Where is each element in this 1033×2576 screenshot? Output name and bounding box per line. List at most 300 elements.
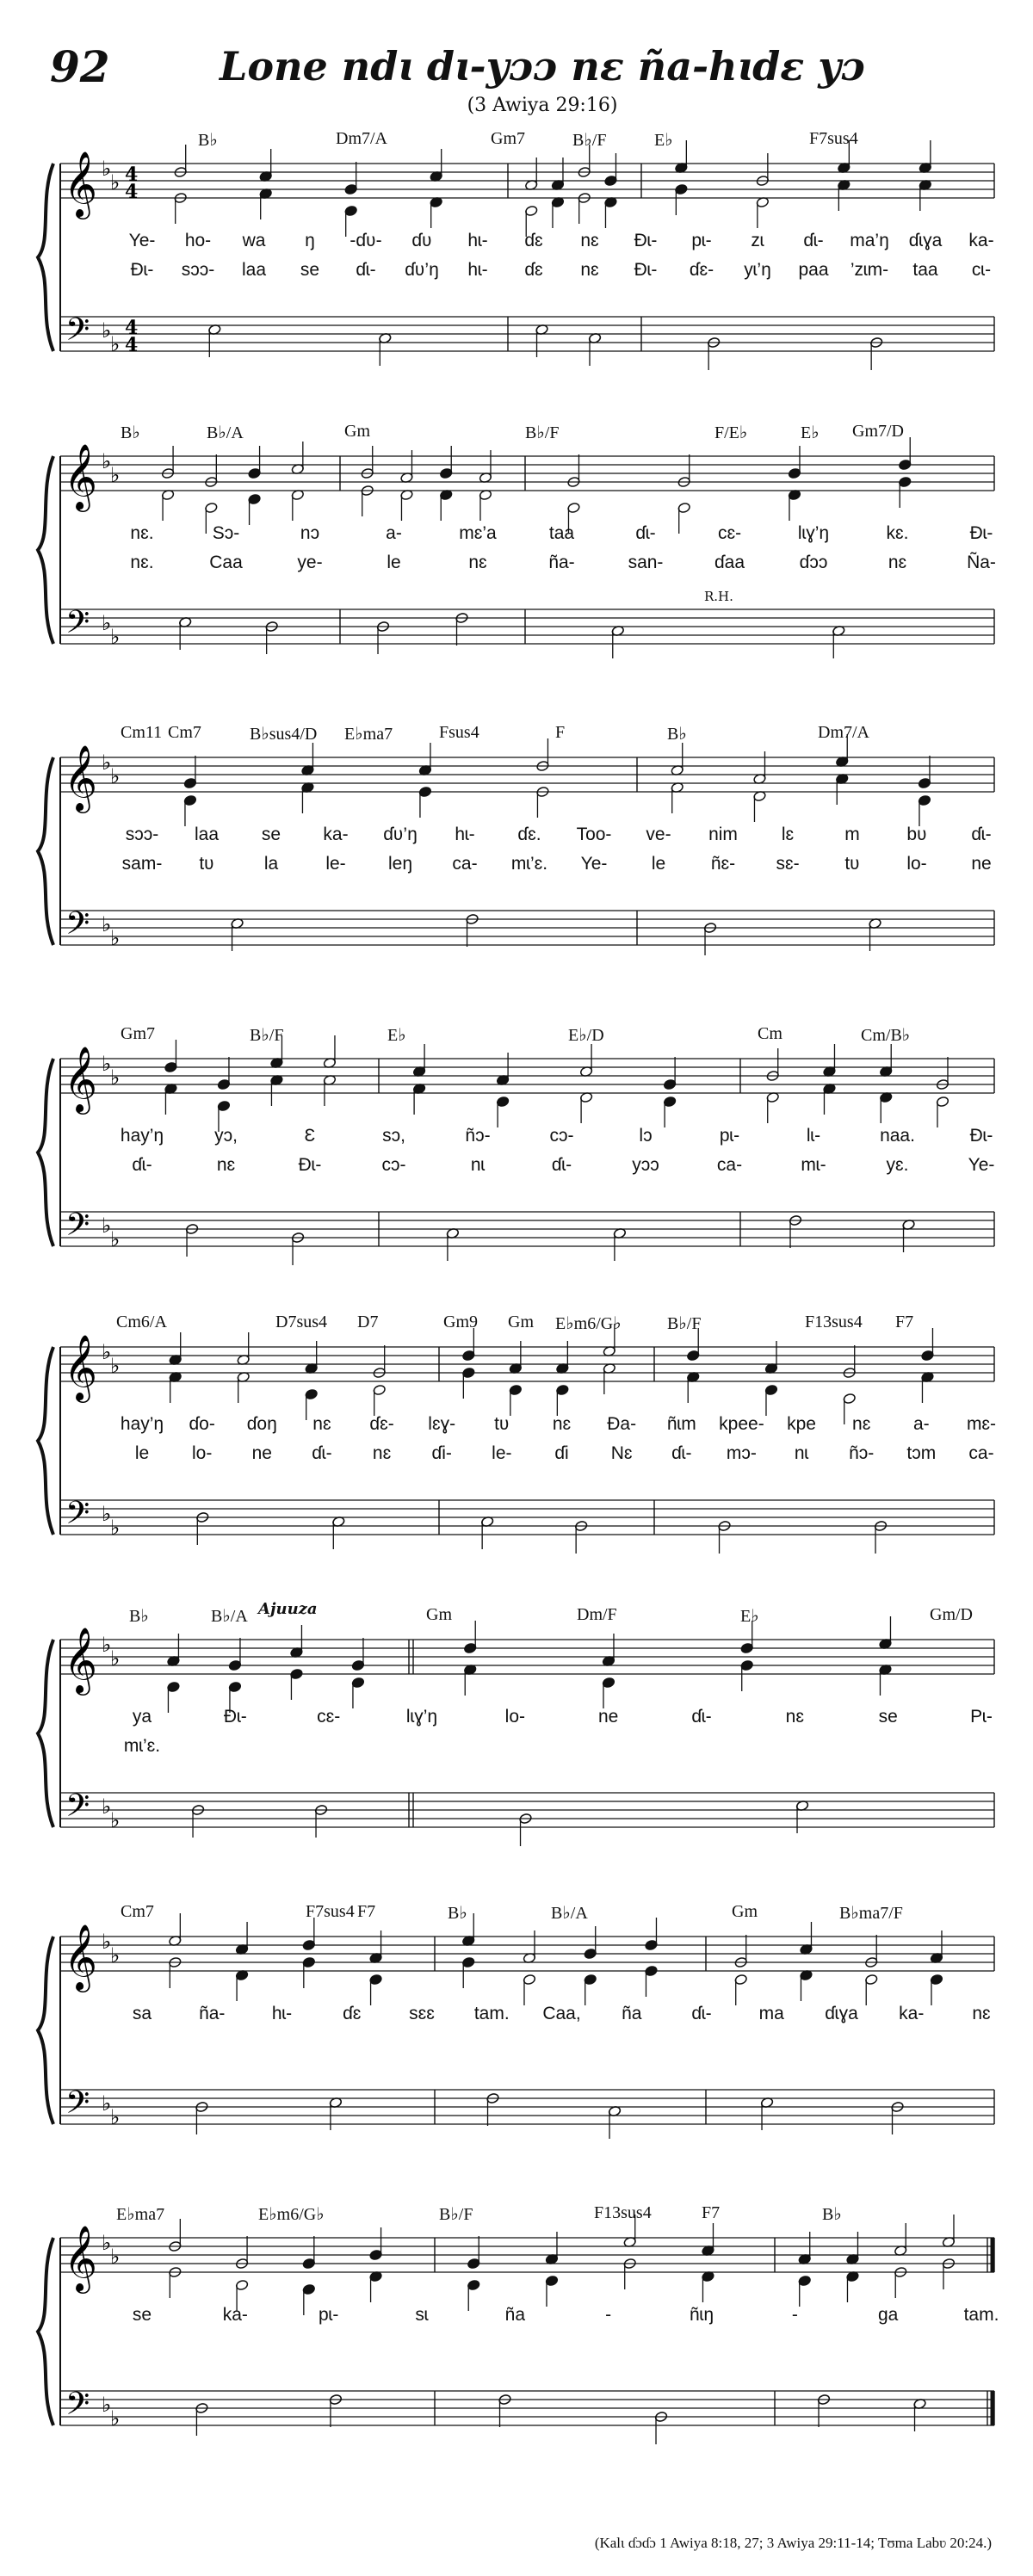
- key-flat-icon: ♭: [110, 1516, 121, 1540]
- lyric-syllable: nim: [708, 825, 738, 844]
- lyric-line-1: [0, 523, 1033, 549]
- lyric-syllable: Ña-: [967, 553, 996, 572]
- treble-clef-icon: 𝄞: [64, 443, 98, 510]
- lyric-syllable: ɗɩ-: [356, 260, 376, 280]
- key-flat-icon: ♭: [102, 611, 112, 635]
- lyric-syllable: ɗoŋ: [246, 1414, 277, 1434]
- lyric-syllable: hay’ŋ: [120, 1414, 164, 1434]
- chord-symbol: E♭ma7: [344, 725, 393, 744]
- time-signature-top: 4: [125, 164, 139, 186]
- lyric-syllable: ɗɛ: [524, 260, 543, 280]
- lyric-line-1: [0, 1414, 1033, 1440]
- lyric-syllable: ca-: [452, 854, 478, 874]
- scripture-reference: (3 Awiya 29:16): [467, 95, 618, 116]
- lyric-syllable: nɛ: [580, 260, 599, 280]
- right-hand-marking: R.H.: [704, 589, 733, 604]
- lyric-syllable: Đɩ-: [969, 1126, 993, 1146]
- lyric-syllable: tam.: [963, 2305, 999, 2325]
- lyric-syllable: nɔ: [300, 523, 320, 543]
- lyric-syllable: naa.: [880, 1126, 915, 1146]
- brace: [38, 456, 53, 644]
- system-8: [0, 2203, 1033, 2487]
- lyric-syllable: ŋ: [305, 231, 315, 250]
- lyric-syllable: ña: [504, 2305, 526, 2325]
- lyric-syllable: ɗɩ-: [551, 1155, 572, 1175]
- key-flat-icon: ♭: [110, 463, 121, 487]
- key-flat-icon: ♭: [110, 1227, 121, 1251]
- lyric-syllable: se: [261, 825, 281, 844]
- tempo-marking: Ajuuza: [258, 1600, 318, 1618]
- lyric-syllable: pɩ-: [719, 1126, 740, 1146]
- key-flat-icon: ♭: [110, 926, 121, 950]
- lyric-line-1: [0, 231, 1033, 256]
- brace: [38, 1347, 53, 1535]
- chord-symbol: E♭: [801, 423, 820, 442]
- lyric-syllable: a-: [386, 523, 402, 543]
- lyric-syllable: taa: [548, 523, 575, 543]
- lyric-syllable: Ye-: [128, 231, 156, 250]
- lyric-syllable: se: [878, 1707, 898, 1727]
- system-2: [0, 422, 1033, 706]
- lyric-syllable: ɗɛ: [343, 2004, 362, 2023]
- lyric-syllable: sɔɔ-: [181, 260, 215, 280]
- lyric-syllable: cɔ-: [381, 1155, 406, 1175]
- key-flat-icon: ♭: [110, 625, 121, 649]
- lyric-syllable: tʋ: [494, 1414, 510, 1434]
- lyric-syllable: yɔɔ: [632, 1155, 659, 1175]
- key-flat-icon: ♭: [102, 2393, 112, 2417]
- lyric-syllable: ɗɩ-: [803, 231, 824, 250]
- treble-clef-icon: 𝄞: [64, 2225, 98, 2291]
- key-flat-icon: ♭: [102, 1502, 112, 1526]
- lyric-syllable: lɩɣ’ŋ: [405, 1707, 438, 1727]
- lyric-syllable: ye-: [297, 553, 323, 572]
- lyric-syllable: ɗɩ-: [132, 1155, 152, 1175]
- chord-symbol: E♭/D: [568, 1026, 604, 1045]
- chord-symbol: B♭/A: [207, 423, 244, 442]
- lyric-syllable: a-: [913, 1414, 930, 1434]
- lyric-syllable: nɛ: [785, 1707, 804, 1727]
- chord-symbol: B♭: [198, 131, 218, 150]
- chord-symbol: D7: [357, 1313, 379, 1331]
- lyric-line-2: [0, 854, 1033, 880]
- lyric-syllable: ɗi-: [431, 1443, 452, 1463]
- bass-clef-icon: 𝄢: [65, 2386, 90, 2430]
- chord-symbol: F7sus4: [306, 1902, 355, 1921]
- lyric-line-2: [0, 1443, 1033, 1469]
- lyric-syllable: tʋ: [199, 854, 214, 874]
- lyric-syllable: nɛ: [372, 1443, 392, 1463]
- key-flat-icon: ♭: [102, 1340, 112, 1364]
- time-signature-bottom: 4: [125, 334, 139, 356]
- chord-symbol: Gm7/D: [852, 422, 904, 441]
- lyric-syllable: ñɩŋ: [689, 2305, 714, 2325]
- lyric-syllable: le-: [325, 854, 346, 874]
- brace: [38, 2238, 53, 2425]
- brace: [38, 1937, 53, 2124]
- brace: [38, 1640, 53, 1827]
- lyric-syllable: paa: [798, 260, 829, 280]
- lyric-syllable: yɛ.: [886, 1155, 909, 1175]
- lyric-syllable: nɛ: [888, 553, 907, 572]
- chord-symbol: B♭/A: [211, 1607, 248, 1626]
- key-flat-icon: ♭: [110, 332, 121, 356]
- lyric-syllable: se: [132, 2305, 152, 2325]
- chord-symbol: Dm/F: [577, 1605, 617, 1624]
- lyric-syllable: ɗɩ-: [312, 1443, 332, 1463]
- footer-references: (Kalɩ ɗɔɗɔ 1 Awiya 8:18, 27; 3 Awiya 29:11-14; Tʊma Labʋ 20:24.): [594, 2535, 992, 2551]
- key-flat-icon: ♭: [102, 449, 112, 473]
- lyric-syllable: Đa-: [607, 1414, 637, 1434]
- lyric-syllable: -: [605, 2305, 612, 2325]
- lyric-syllable: ɗɩ-: [635, 523, 656, 543]
- lyric-syllable: ña: [622, 2004, 642, 2023]
- key-flat-icon: ♭: [110, 2245, 121, 2269]
- treble-clef-icon: 𝄞: [64, 1924, 98, 1990]
- chord-symbol: B♭/F: [572, 131, 607, 150]
- lyric-syllable: nɛ: [852, 1414, 871, 1434]
- lyric-syllable: ma: [758, 2004, 784, 2023]
- lyric-syllable: ñɩm: [666, 1414, 696, 1434]
- lyric-syllable: mɩ’ɛ.: [510, 854, 548, 874]
- lyric-syllable: ya: [132, 1707, 152, 1727]
- key-flat-icon: ♭: [102, 1633, 112, 1657]
- lyric-syllable: lo-: [504, 1707, 525, 1727]
- lyric-syllable: laa: [241, 260, 267, 280]
- chord-symbol: Gm9: [443, 1313, 478, 1331]
- lyric-line-2: [0, 1155, 1033, 1181]
- lyric-syllable: sɔ,: [382, 1126, 405, 1146]
- lyric-syllable: sa: [132, 2004, 152, 2023]
- lyric-syllable: leŋ: [387, 854, 413, 874]
- lyric-syllable: sɩ: [415, 2305, 429, 2325]
- chord-symbol: Gm: [344, 422, 370, 441]
- key-flat-icon: ♭: [110, 1808, 121, 1832]
- lyric-syllable: mɔ-: [726, 1443, 757, 1463]
- chord-symbol: B♭: [822, 2205, 842, 2224]
- lyric-syllable: ga: [877, 2305, 899, 2325]
- chord-symbol: F7: [895, 1313, 914, 1331]
- chord-symbol: Gm/D: [930, 1605, 973, 1624]
- lyric-syllable: ɗɔɔ: [799, 553, 828, 572]
- lyric-syllable: ho-: [184, 231, 212, 250]
- lyric-syllable: ne: [971, 854, 992, 874]
- lyric-line-2: [0, 260, 1033, 286]
- lyric-syllable: mɩ-: [801, 1155, 826, 1175]
- key-flat-icon: ♭: [102, 318, 112, 343]
- brace: [38, 164, 53, 351]
- chord-symbol: Dm7/A: [818, 723, 869, 742]
- lyric-syllable: ɗo-: [189, 1414, 215, 1434]
- hymn-title: Lone ndɩ dɩ-yɔɔ nɛ ña-hɩdɛ yɔ: [220, 43, 865, 90]
- lyric-syllable: tam.: [473, 2004, 510, 2023]
- chord-symbol: E♭: [387, 1026, 406, 1045]
- lyric-syllable: ɗɛ-: [369, 1414, 394, 1434]
- lyric-syllable: ka-: [899, 2004, 925, 2023]
- lyric-syllable: nɛ: [972, 2004, 991, 2023]
- treble-clef-icon: 𝄞: [64, 1627, 98, 1693]
- lyric-syllable: le: [134, 1443, 150, 1463]
- lyric-syllable: pɩ-: [691, 231, 712, 250]
- key-flat-icon: ♭: [110, 1943, 121, 1968]
- chord-symbol: D7sus4: [275, 1313, 328, 1331]
- lyric-syllable: mɛ’a: [459, 523, 497, 543]
- chord-symbol: E♭m6/G♭: [258, 2205, 325, 2224]
- lyric-syllable: lɔ: [639, 1126, 653, 1146]
- chord-symbol: B♭: [121, 423, 140, 442]
- lyric-syllable: hay’ŋ: [120, 1126, 164, 1146]
- lyric-syllable: ca-: [968, 1443, 994, 1463]
- lyric-syllable: ɗɛ-: [689, 260, 714, 280]
- lyric-syllable: -ɗʋ-: [349, 231, 382, 250]
- chord-symbol: F7: [357, 1902, 376, 1921]
- lyric-syllable: lɛ: [781, 825, 795, 844]
- lyric-syllable: ɗi: [554, 1443, 569, 1463]
- time-signature-bottom: 4: [125, 181, 139, 203]
- chord-symbol: Dm7/A: [336, 129, 387, 148]
- lyric-syllable: Đɩ-: [634, 260, 658, 280]
- lyric-syllable: la: [263, 854, 279, 874]
- chord-symbol: E♭: [740, 1607, 759, 1626]
- lyric-syllable: lɛɣ-: [428, 1414, 456, 1434]
- lyric-syllable: m: [844, 825, 860, 844]
- lyric-syllable: ca-: [716, 1155, 743, 1175]
- chord-symbol: Fsus4: [439, 723, 479, 742]
- key-flat-icon: ♭: [110, 1646, 121, 1671]
- chord-symbol: B♭: [448, 1904, 467, 1923]
- chord-symbol: B♭ma7/F: [839, 1904, 903, 1923]
- treble-clef-icon: 𝄞: [64, 744, 98, 811]
- lyric-line-1: [0, 1707, 1033, 1733]
- lyric-syllable: tɔm: [906, 1443, 937, 1463]
- key-flat-icon: ♭: [110, 170, 121, 195]
- chord-symbol: B♭/F: [667, 1314, 702, 1333]
- lyric-syllable: nɛ: [216, 1155, 236, 1175]
- lyric-syllable: ɗʋ’ŋ: [405, 260, 439, 280]
- chord-symbol: E♭m6/G♭: [555, 1314, 622, 1333]
- chord-symbol: Gm: [732, 1902, 758, 1921]
- lyric-syllable: nɩ: [794, 1443, 809, 1463]
- lyric-syllable: nɛ: [552, 1414, 572, 1434]
- chord-symbol: E♭: [654, 131, 673, 150]
- lyric-syllable: cɩ-: [971, 260, 992, 280]
- treble-clef-icon: 𝄞: [64, 1046, 98, 1112]
- lyric-syllable: Đɩ-: [298, 1155, 322, 1175]
- lyric-syllable: Đɩ-: [634, 231, 658, 250]
- lyric-syllable: ve-: [646, 825, 671, 844]
- lyric-syllable: cɔ-: [549, 1126, 574, 1146]
- lyric-syllable: bʋ: [906, 825, 927, 844]
- lyric-syllable: nɩ: [470, 1155, 486, 1175]
- lyric-syllable: sam-: [121, 854, 163, 874]
- lyric-syllable: cɛ-: [717, 523, 742, 543]
- key-flat-icon: ♭: [110, 1354, 121, 1378]
- lyric-syllable: yɩ’ŋ: [744, 260, 771, 280]
- lyric-syllable: zɩ: [751, 231, 764, 250]
- lyric-syllable: hɩ-: [467, 231, 488, 250]
- lyric-syllable: Ɛ: [304, 1126, 316, 1146]
- key-flat-icon: ♭: [102, 912, 112, 936]
- chord-symbol: B♭/A: [551, 1904, 588, 1923]
- treble-clef-icon: 𝄞: [64, 151, 98, 217]
- lyric-syllable: ɗɩ-: [691, 2004, 712, 2023]
- lyric-syllable: ñɔ-: [465, 1126, 491, 1146]
- lyric-syllable: lɩ-: [806, 1126, 821, 1146]
- chord-symbol: E♭ma7: [116, 2205, 165, 2224]
- lyric-syllable: le: [387, 553, 401, 572]
- lyric-syllable: hɩ-: [467, 260, 488, 280]
- bass-clef-icon: 𝄢: [65, 312, 90, 355]
- lyric-syllable: Ye-: [968, 1155, 995, 1175]
- lyric-syllable: pɩ-: [318, 2305, 339, 2325]
- key-flat-icon: ♭: [102, 2231, 112, 2255]
- lyric-syllable: ñɔ-: [849, 1443, 875, 1463]
- lyric-syllable: Too-: [576, 825, 612, 844]
- bass-clef-icon: 𝄢: [65, 604, 90, 648]
- lyric-syllable: lo-: [191, 1443, 213, 1463]
- bass-clef-icon: 𝄢: [65, 1788, 90, 1832]
- bass-clef-icon: 𝄢: [65, 2085, 90, 2128]
- bass-clef-icon: 𝄢: [65, 1207, 90, 1251]
- lyric-syllable: Đɩ-: [969, 523, 993, 543]
- lyric-syllable: lɩɣ’ŋ: [797, 523, 830, 543]
- lyric-syllable: cɛ-: [317, 1707, 341, 1727]
- lyric-syllable: ɗʋ’ŋ: [383, 825, 418, 844]
- chord-symbol: Cm11: [121, 723, 163, 742]
- chord-symbol: F: [555, 723, 566, 742]
- lyric-syllable: ne: [597, 1707, 619, 1727]
- chord-symbol: F/E♭: [714, 423, 748, 442]
- lyric-line-2: [0, 553, 1033, 578]
- lyric-syllable: nɛ: [580, 231, 599, 250]
- lyric-syllable: ka-: [222, 2305, 248, 2325]
- lyric-line-1: [0, 2004, 1033, 2029]
- lyric-syllable: ’zɩm-: [850, 260, 889, 280]
- lyric-syllable: Caa: [209, 553, 243, 572]
- lyric-syllable: sɔɔ-: [125, 825, 159, 844]
- lyric-syllable: taa: [912, 260, 938, 280]
- lyric-syllable: hɩ-: [271, 2004, 293, 2023]
- chord-symbol: B♭/F: [439, 2205, 473, 2224]
- chord-symbol: Cm7: [121, 1902, 154, 1921]
- key-flat-icon: ♭: [110, 2406, 121, 2431]
- staff-system-graphic: [0, 2203, 1033, 2487]
- chord-symbol: Cm7: [168, 723, 201, 742]
- lyric-syllable: Sɔ-: [212, 523, 240, 543]
- lyric-syllable: tʋ: [844, 854, 860, 874]
- key-flat-icon: ♭: [102, 1795, 112, 1819]
- chord-symbol: Gm: [426, 1605, 452, 1624]
- lyric-line-2: [0, 1736, 1033, 1762]
- lyric-syllable: sɛ-: [776, 854, 800, 874]
- chord-symbol: Cm6/A: [116, 1313, 167, 1331]
- brace: [38, 1059, 53, 1246]
- bass-clef-icon: 𝄢: [65, 1495, 90, 1539]
- key-flat-icon: ♭: [102, 1214, 112, 1238]
- key-flat-icon: ♭: [110, 1066, 121, 1090]
- lyric-syllable: nɛ.: [130, 523, 154, 543]
- system-7: [0, 1902, 1033, 2186]
- lyric-syllable: ña-: [548, 553, 575, 572]
- chord-symbol: Cm/B♭: [861, 1026, 911, 1045]
- lyric-syllable: Caa,: [542, 2004, 581, 2023]
- lyric-syllable: ka-: [968, 231, 994, 250]
- lyric-syllable: nɛ.: [130, 553, 154, 572]
- lyric-syllable: mɛ-: [966, 1414, 997, 1434]
- lyric-syllable: Pɩ-: [970, 1707, 993, 1727]
- key-flat-icon: ♭: [102, 2091, 112, 2116]
- brace: [38, 757, 53, 945]
- system-3: [0, 723, 1033, 1007]
- system-5: [0, 1313, 1033, 1597]
- lyric-syllable: ɗɩɣa: [825, 2004, 858, 2023]
- chord-symbol: Gm7: [121, 1024, 155, 1043]
- lyric-syllable: sɛɛ: [409, 2004, 435, 2023]
- lyric-syllable: ñɛ-: [710, 854, 736, 874]
- treble-clef-icon: 𝄞: [64, 1334, 98, 1400]
- lyric-syllable: kpee-: [719, 1414, 764, 1434]
- lyric-syllable: Nɛ: [610, 1443, 633, 1463]
- lyric-syllable: ɗɩ-: [671, 1443, 692, 1463]
- chord-symbol: F7: [702, 2203, 721, 2222]
- chord-symbol: F7sus4: [809, 129, 858, 148]
- lyric-syllable: Đɩ-: [223, 1707, 247, 1727]
- key-flat-icon: ♭: [110, 2105, 121, 2129]
- lyric-syllable: san-: [628, 553, 664, 572]
- lyric-line-1: [0, 1126, 1033, 1152]
- lyric-syllable: ɗɛ.: [517, 825, 541, 844]
- lyric-syllable: ɗaa: [714, 553, 745, 572]
- lyric-syllable: mɩ’ɛ.: [123, 1736, 161, 1756]
- lyric-line-1: [0, 2305, 1033, 2331]
- lyric-syllable: nɛ: [468, 553, 487, 572]
- lyric-syllable: ka-: [323, 825, 349, 844]
- lyric-syllable: ma’ŋ: [850, 231, 889, 250]
- chord-symbol: F13sus4: [594, 2203, 652, 2222]
- lyric-syllable: ɗɩ-: [971, 825, 992, 844]
- chord-symbol: Gm7: [491, 129, 525, 148]
- lyric-line-1: [0, 825, 1033, 850]
- time-signature-top: 4: [125, 317, 139, 339]
- chord-symbol: Cm: [758, 1024, 782, 1043]
- lyric-syllable: -: [791, 2305, 798, 2325]
- lyric-syllable: nɛ: [312, 1414, 331, 1434]
- chord-symbol: B♭: [667, 725, 687, 744]
- lyric-syllable: laa: [194, 825, 220, 844]
- lyric-syllable: hɩ-: [455, 825, 475, 844]
- staff-system-graphic: [0, 1902, 1033, 2186]
- lyric-syllable: ɗɛ: [524, 231, 543, 250]
- lyric-syllable: le: [651, 854, 666, 874]
- key-flat-icon: ♭: [102, 1930, 112, 1954]
- system-6: [0, 1600, 1033, 1889]
- lyric-syllable: Đɩ-: [130, 260, 154, 280]
- lyric-syllable: Ye-: [580, 854, 608, 874]
- chord-symbol: B♭/F: [250, 1026, 284, 1045]
- lyric-syllable: wa: [242, 231, 266, 250]
- lyric-syllable: ɗɩ-: [691, 1707, 712, 1727]
- bass-clef-icon: 𝄢: [65, 905, 90, 949]
- lyric-syllable: kɛ.: [886, 523, 909, 543]
- chord-symbol: B♭sus4/D: [250, 725, 318, 744]
- lyric-syllable: ɗʋ: [411, 231, 432, 250]
- lyric-syllable: ne: [251, 1443, 272, 1463]
- lyric-syllable: ña-: [199, 2004, 226, 2023]
- lyric-syllable: se: [300, 260, 320, 280]
- lyric-syllable: yɔ,: [214, 1126, 238, 1146]
- system-1: [0, 129, 1033, 413]
- chord-symbol: B♭/F: [525, 423, 560, 442]
